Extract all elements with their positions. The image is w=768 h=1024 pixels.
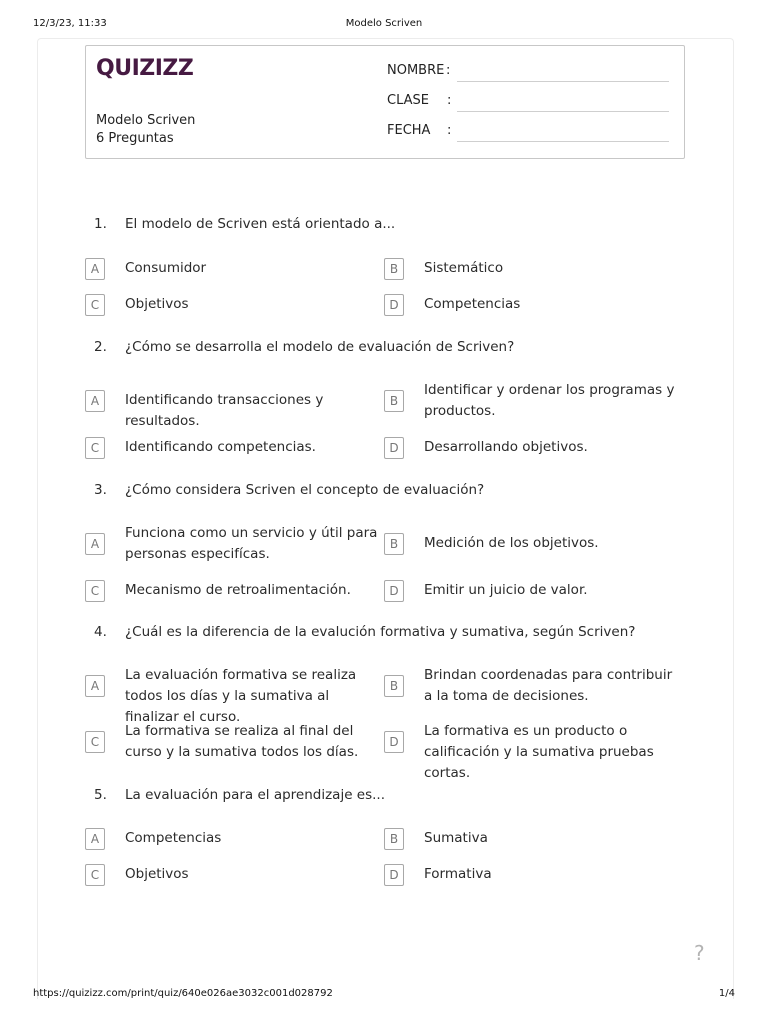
option-letter-box: D	[384, 864, 404, 886]
option-letter-box: C	[85, 437, 105, 459]
option-text: Desarrollando objetivos.	[424, 439, 588, 455]
option-letter-box: C	[85, 731, 105, 753]
option-letter-box: C	[85, 864, 105, 886]
option-text: Brindan coordenadas para contribuir a la toma de decisiones.	[424, 667, 673, 704]
option-letter-box: C	[85, 294, 105, 316]
option-letter-box: A	[85, 533, 105, 555]
option-text: La formativa es un producto o calificación y la sumativa pruebas cortas.	[424, 723, 654, 781]
option-text: Objetivos	[125, 296, 189, 312]
field-colon: :	[446, 63, 451, 78]
print-date: 12/3/23, 11:33	[33, 18, 107, 29]
option-letter-box: A	[85, 675, 105, 697]
option-text: Mecanismo de retroalimentación.	[125, 582, 351, 598]
option-text: Consumidor	[125, 260, 207, 276]
option-letter-box: A	[85, 390, 105, 412]
option-text: Identificando competencias.	[125, 439, 316, 455]
option-letter-box: B	[384, 675, 404, 697]
question-text: ¿Cómo considera Scriven el concepto de evaluación?	[125, 482, 485, 498]
question-number: 5.	[94, 787, 107, 803]
field-colon: :	[447, 93, 452, 108]
print-header	[33, 18, 735, 32]
question-count: 6 Preguntas	[96, 131, 174, 146]
worksheet-page	[37, 38, 734, 999]
help-icon[interactable]: ?	[694, 941, 705, 965]
question-number: 3.	[94, 482, 107, 498]
option-letter-box: D	[384, 437, 404, 459]
question-number: 4.	[94, 624, 107, 640]
option-letter-box: D	[384, 731, 404, 753]
question-text: ¿Cuál es la diferencia de la evalución formativa y sumativa, según Scriven?	[125, 624, 636, 640]
question-text: El modelo de Scriven está orientado a...	[125, 216, 396, 232]
class-field	[387, 93, 677, 113]
question-number: 2.	[94, 339, 107, 355]
option-letter-box: A	[85, 258, 105, 280]
option-letter-box: B	[384, 258, 404, 280]
date-field	[387, 123, 677, 143]
question-text: La evaluación para el aprendizaje es...	[125, 787, 386, 803]
option-text: Competencias	[424, 296, 521, 312]
field-blank-line	[457, 111, 669, 112]
option-text: Competencias	[125, 830, 222, 846]
option-letter-box: D	[384, 580, 404, 602]
field-label: NOMBRE	[387, 63, 445, 78]
option-text: Medición de los objetivos.	[424, 535, 599, 551]
field-colon: :	[447, 123, 452, 138]
print-url: https://quizizz.com/print/quiz/640e026ae3032c001d028792	[33, 988, 333, 999]
print-footer	[33, 988, 735, 1002]
option-text: La evaluación formativa se realiza todos los días y la sumativa al finalizar el curso.	[125, 667, 357, 725]
option-letter-box: A	[85, 828, 105, 850]
field-blank-line	[457, 141, 669, 142]
option-letter-box: B	[384, 828, 404, 850]
option-text: Identificar y ordenar los programas y productos.	[424, 382, 675, 419]
option-text: Emitir un juicio de valor.	[424, 582, 588, 598]
option-text: Objetivos	[125, 866, 189, 882]
name-field	[387, 63, 677, 83]
quizizz-logo: QUIZIZZ	[96, 56, 194, 81]
quiz-info-box	[85, 45, 685, 159]
option-text: Formativa	[424, 866, 492, 882]
option-text: La formativa se realiza al final del curso y la sumativa todos los días.	[125, 723, 359, 760]
field-blank-line	[457, 81, 669, 82]
option-letter-box: B	[384, 533, 404, 555]
page-number: 1/4	[718, 988, 735, 999]
option-letter-box: D	[384, 294, 404, 316]
option-text: Sistemático	[424, 260, 504, 276]
option-letter-box: C	[85, 580, 105, 602]
option-text: Identificando transacciones y resultados.	[125, 392, 324, 429]
option-text: Funciona como un servicio y útil para personas especifícas.	[125, 525, 378, 562]
quiz-title: Modelo Scriven	[96, 113, 196, 128]
question-text: ¿Cómo se desarrolla el modelo de evaluación de Scriven?	[125, 339, 515, 355]
field-label: FECHA	[387, 123, 431, 138]
question-number: 1.	[94, 216, 107, 232]
field-label: CLASE	[387, 93, 429, 108]
option-text: Sumativa	[424, 830, 488, 846]
print-title: Modelo Scriven	[345, 18, 423, 29]
option-letter-box: B	[384, 390, 404, 412]
